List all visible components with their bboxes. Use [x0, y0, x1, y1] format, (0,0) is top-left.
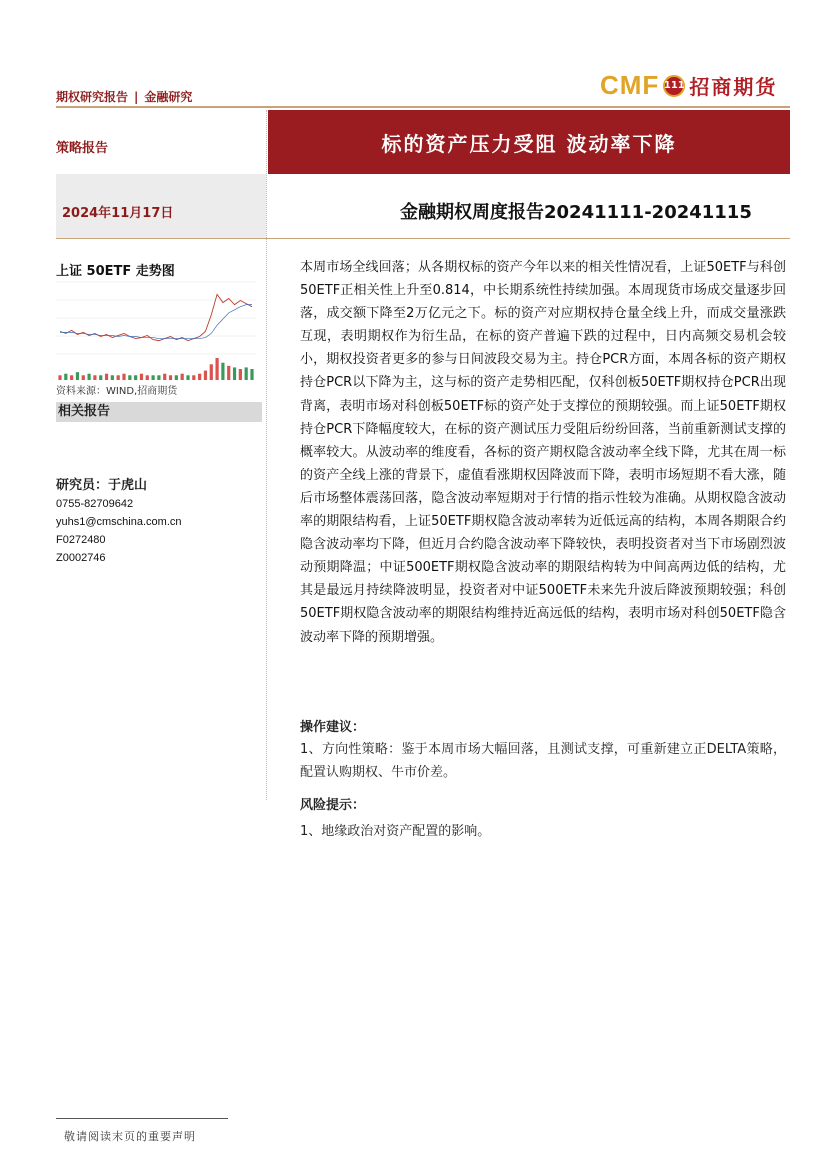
risk-text: 1、地缘政治对资产配置的影响。 [300, 824, 491, 839]
volume-bar [76, 372, 79, 380]
volume-bar [134, 375, 137, 380]
volume-bar [93, 375, 96, 380]
title-banner [268, 110, 790, 174]
summary-paragraph: 本周市场全线回落；从各期权标的资产今年以来的相关性情况看，上证50ETF与科创50ETF正相关性上升至0.814，中长期系统性持续加强。本周现货市场成交量逐步回落，成交额下降至2万亿元之下。标的资产对应期权持仓量全线上升，而成交量涨跌互现，表明期权作为衍生品，在标的资产普遍下跌的过程中，日内高频交易机会较小，期权投资者更多的参与日间波段交易为主。持仓PCR方面，本周各标的资产期权持仓PCR以下降为主，这与标的资产走势相匹配，仅科创板50ETF期权持仓PCR出现背离，表明市场对科创板50ETF标的资产处于支撑位的预期较强。而上证50ETF期权持仓PCR下降幅度较大，在标的资产测试压力受阻后纷纷回落，当前重新测试支撑的概率较大。从波动率的维度看，各标的资产期权隐含波动率全线下降，尤其在周一标的资产全线上涨的背景下，虚值看涨期权因降波而下降，表明市场短期不看大涨，随后市场整体震荡回落，隐含波动率短期对于行情的指示性较为准确。从期权隐含波动率的期限结构看，上证50ETF期权隐含波动率转为近低远高的结构，本周各期限合约隐含波动率均下降，但近月合约隐含波动率下降较快，表明投资者对当下市场剧烈波动预期降温；中证500ETF期权隐含波动率的期限结构转为中间高两边低的结构，尤其是最远月持续降波明显，投资者对中证500ETF未来先升波后降波预期较强；科创50ETF期权隐含波动率的期限结构维持近高远低的结构，表明市场对科创50ETF隐含波动率下降的预期增强。 [300, 260, 786, 645]
volume-bar [181, 374, 184, 380]
volume-bar [233, 367, 236, 380]
page-title: 标的资产压力受阻 波动率下降 [381, 131, 677, 156]
operation-advice-heading: 操作建议： [300, 720, 366, 735]
volume-bar [99, 375, 102, 380]
volume-bar [221, 363, 224, 380]
volume-bar [210, 364, 213, 380]
analyst-phone: 0755-82709642 [56, 498, 134, 510]
volume-bar [250, 369, 253, 380]
disclaimer-note: 敬请阅读末页的重要声明 [64, 1130, 196, 1143]
risk-heading: 风险提示： [300, 798, 366, 813]
volume-bar [192, 375, 195, 380]
volume-bar [169, 375, 172, 380]
chart-title: 上证 50ETF 走势图 [56, 264, 175, 279]
chart-source: 资料来源：WIND,招商期货 [56, 386, 178, 397]
volume-bar [87, 374, 90, 380]
report-name: 金融期权周度报告20241111-20241115 [400, 202, 752, 223]
volume-bar [245, 367, 248, 380]
footer-divider [56, 1118, 228, 1119]
operation-advice-text: 1、方向性策略：鉴于本周市场大幅回落，且测试支撑，可重新建立正DELTA策略，配置认购期权、牛市价差。 [300, 742, 786, 780]
volume-bar [105, 374, 108, 380]
volume-bar [227, 366, 230, 380]
volume-bar [239, 369, 242, 380]
analyst-name: 研究员：于虎山 [56, 478, 148, 493]
etf-trend-chart [56, 276, 256, 382]
volume-bar [128, 375, 131, 380]
volume-bar [215, 358, 218, 380]
report-date: 2024年11月17日 [62, 206, 174, 221]
category-separator: | [134, 90, 139, 104]
volume-bar [64, 374, 67, 380]
report-category [56, 88, 192, 105]
logo-chinese: 招商期货 [689, 75, 778, 99]
volume-bar [204, 371, 207, 380]
chart-series-ma [60, 305, 252, 339]
volume-bar [58, 375, 61, 380]
volume-bar [146, 375, 149, 380]
section-divider [56, 238, 790, 239]
company-logo [600, 70, 777, 101]
volume-bar [151, 375, 154, 380]
volume-bar [175, 375, 178, 380]
analyst-email[interactable]: yuhs1@cmschina.com.cn [56, 516, 182, 528]
volume-bar [140, 374, 143, 380]
subcategory-label: 金融研究 [144, 90, 193, 104]
volume-bar [157, 375, 160, 380]
chart-series-price [60, 294, 252, 340]
volume-bar [117, 375, 120, 380]
license-number: F0272480 [56, 534, 106, 546]
volume-bar [122, 374, 125, 380]
volume-bar [198, 374, 201, 380]
volume-bar [163, 374, 166, 380]
report-type-label: 策略报告 [56, 141, 109, 156]
logo-latin: CMF [600, 70, 660, 100]
license-number: Z0002746 [56, 552, 106, 564]
column-separator [266, 110, 267, 800]
volume-bar [111, 375, 114, 380]
related-reports-heading: 相关报告 [56, 402, 262, 422]
volume-bar [70, 375, 73, 380]
category-label: 期权研究报告 [56, 90, 129, 104]
volume-bar [82, 375, 85, 380]
header-divider [56, 106, 790, 108]
volume-bar [186, 375, 189, 380]
logo-badge-icon: 111 [663, 75, 685, 97]
